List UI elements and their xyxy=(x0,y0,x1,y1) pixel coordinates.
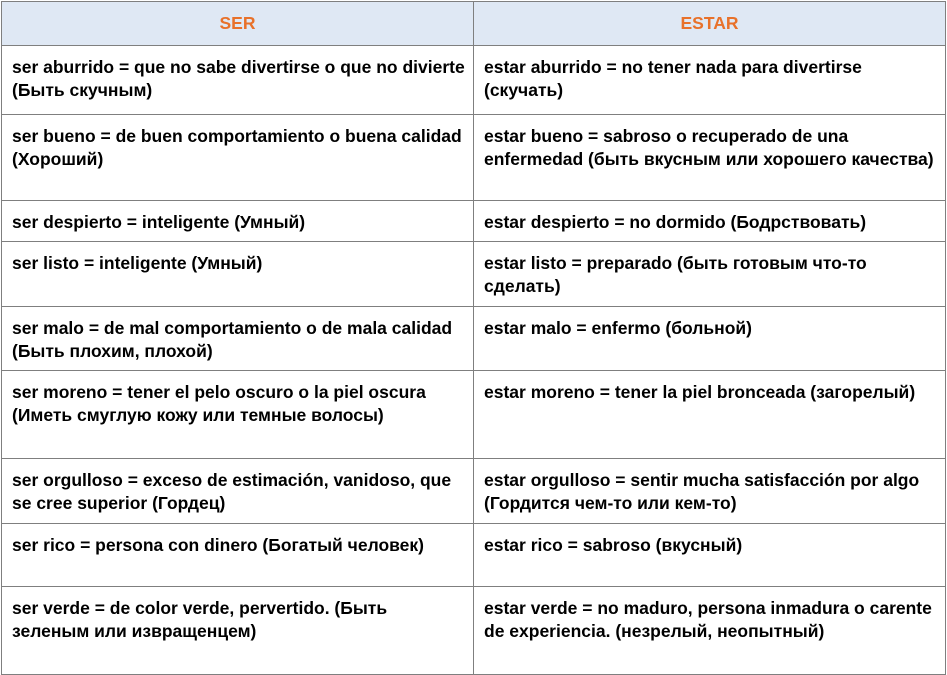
estar-cell: estar verde = no maduro, persona inmadura o carente de experiencia. (незрелый, неопытный) xyxy=(474,587,946,675)
table-row xyxy=(2,371,946,459)
estar-cell: estar orgulloso = sentir mucha satisfacción por algo (Гордится чем-то или кем-то) xyxy=(474,459,946,524)
table-row xyxy=(2,242,946,307)
table-row xyxy=(2,524,946,587)
ser-cell: ser listo = inteligente (Умный) xyxy=(2,242,474,307)
estar-cell: estar aburrido = no tener nada para divertirse (скучать) xyxy=(474,46,946,115)
estar-cell: estar listo = preparado (быть готовым что-то сделать) xyxy=(474,242,946,307)
table-row xyxy=(2,587,946,675)
ser-cell: ser malo = de mal comportamiento o de mala calidad (Быть плохим, плохой) xyxy=(2,307,474,371)
header-ser: SER xyxy=(2,2,474,46)
table-row xyxy=(2,307,946,371)
ser-estar-table xyxy=(1,1,946,675)
ser-cell: ser verde = de color verde, pervertido. (Быть зеленым или извращенцем) xyxy=(2,587,474,675)
ser-cell: ser bueno = de buen comportamiento o buena calidad (Хороший) xyxy=(2,115,474,201)
estar-cell: estar rico = sabroso (вкусный) xyxy=(474,524,946,587)
estar-cell: estar bueno = sabroso o recuperado de una enfermedad (быть вкусным или хорошего качества) xyxy=(474,115,946,201)
table-row xyxy=(2,201,946,242)
ser-cell: ser orgulloso = exceso de estimación, vanidoso, que se cree superior (Гордец) xyxy=(2,459,474,524)
table-row xyxy=(2,46,946,115)
table-row xyxy=(2,459,946,524)
ser-cell: ser aburrido = que no sabe divertirse o que no divierte (Быть скучным) xyxy=(2,46,474,115)
estar-cell: estar malo = enfermo (больной) xyxy=(474,307,946,371)
ser-cell: ser despierto = inteligente (Умный) xyxy=(2,201,474,242)
ser-cell: ser rico = persona con dinero (Богатый человек) xyxy=(2,524,474,587)
estar-cell: estar moreno = tener la piel bronceada (загорелый) xyxy=(474,371,946,459)
ser-cell: ser moreno = tener el pelo oscuro o la piel oscura (Иметь смуглую кожу или темные волосы) xyxy=(2,371,474,459)
header-estar: ESTAR xyxy=(474,2,946,46)
table-row xyxy=(2,115,946,201)
estar-cell: estar despierto = no dormido (Бодрствовать) xyxy=(474,201,946,242)
header-row xyxy=(2,2,946,46)
